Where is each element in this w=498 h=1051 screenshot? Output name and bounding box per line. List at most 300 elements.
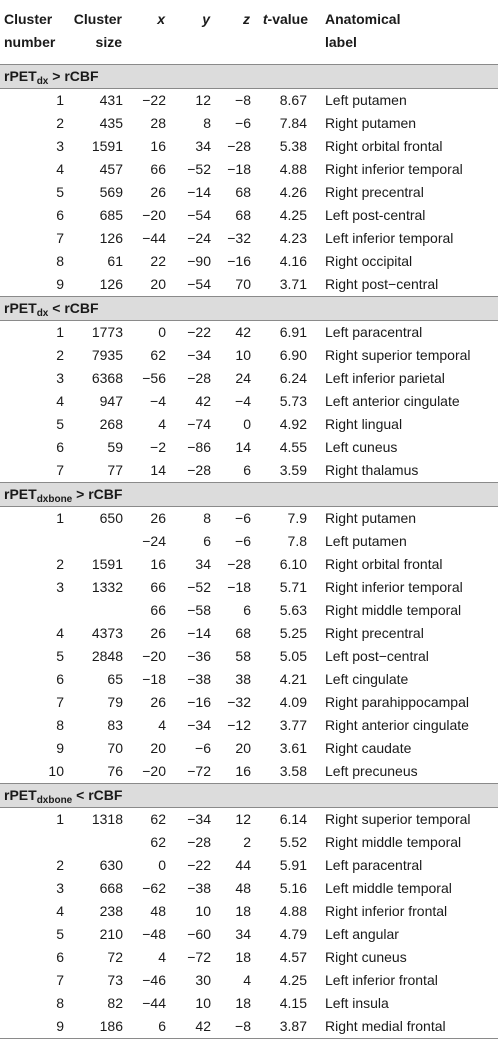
section-title-subscript: dx [36,75,49,87]
cluster-number-cell: 7 [56,461,64,478]
x-coord-cell: −44 [142,994,166,1011]
header-cluster-size: Cluster size [73,11,122,50]
cluster-number-cell: 1 [56,91,64,108]
table-row [0,1015,498,1039]
cluster-number-cell: 2 [56,555,64,572]
section-title-base: rPET [4,299,37,316]
cluster-size-cell: 947 [99,392,123,409]
anatomical-label-cell: Left paracentral [325,323,423,340]
cluster-number-cell: 3 [56,369,64,386]
cluster-size-cell: 268 [99,415,123,432]
section-title-base: rPET [4,485,37,502]
anatomical-label-cell: Right caudate [325,739,412,756]
z-coord-cell: 68 [235,183,251,200]
x-coord-cell: 62 [150,346,166,363]
t-value-cell: 8.67 [279,91,307,108]
t-value-cell: 3.71 [279,275,307,292]
anatomical-label-cell: Right putamen [325,509,417,526]
x-coord-cell: −44 [142,229,166,246]
table-row [0,250,498,273]
x-coord-cell: −48 [142,925,166,942]
x-coord-cell: 6 [158,1017,166,1034]
anatomical-label-cell: Left post−central [325,647,429,664]
table-row [0,992,498,1015]
t-value-cell: 4.88 [279,160,307,177]
z-coord-cell: 18 [235,902,251,919]
x-coord-cell: 66 [150,601,166,618]
x-coord-cell: 48 [150,902,166,919]
cluster-size-cell [64,599,123,622]
cluster-size-cell: 1332 [91,578,123,595]
header-z: z [243,11,250,27]
y-coord-cell: −52 [187,160,211,177]
table-row [0,645,498,668]
table-row [0,135,498,158]
cluster-size-cell: 126 [99,275,123,292]
table-body [0,64,498,1038]
cluster-size-cell: 650 [99,509,123,526]
x-coord-cell: 62 [150,833,166,850]
z-coord-cell: −28 [227,555,251,572]
cluster-number-cell: 1 [56,323,64,340]
cluster-size-cell: 73 [107,971,123,988]
t-value-cell: 5.52 [279,833,307,850]
y-coord-cell: −52 [187,578,211,595]
t-value-cell: 4.25 [279,206,307,223]
x-coord-cell: −22 [142,91,166,108]
y-coord-cell: −16 [187,693,211,710]
cluster-number-cell: 5 [56,925,64,942]
cluster-number-cell: 9 [56,1017,64,1034]
y-coord-cell: 8 [203,114,211,131]
x-coord-cell: 26 [150,509,166,526]
cluster-size-cell: 70 [107,739,123,756]
t-value-cell: 6.10 [279,555,307,572]
z-coord-cell: 58 [235,647,251,664]
anatomical-label-cell: Left inferior temporal [325,229,454,246]
t-value-cell: 4.92 [279,415,307,432]
cluster-size-cell: 685 [99,206,123,223]
x-coord-cell: 66 [150,160,166,177]
cluster-size-cell: 1318 [91,810,123,827]
x-coord-cell: 26 [150,183,166,200]
cluster-size-cell: 186 [99,1017,123,1034]
y-coord-cell: 12 [195,91,211,108]
table-row [0,344,498,367]
table-row [0,576,498,599]
cluster-number-cell: 7 [56,693,64,710]
y-coord-cell: 30 [195,971,211,988]
anatomical-label-cell: Left insula [325,994,389,1011]
anatomical-label-cell: Right lingual [325,415,403,432]
y-coord-cell: −36 [187,647,211,664]
z-coord-cell: −18 [227,578,251,595]
header-t-value: t-value [262,11,308,27]
anatomical-label-cell: Left post-central [325,206,426,223]
table-row [0,413,498,436]
cluster-number-cell: 2 [56,856,64,873]
cluster-size-cell: 238 [99,902,123,919]
y-coord-cell: −58 [187,601,211,618]
t-value-cell: 5.73 [279,392,307,409]
t-value-cell: 5.25 [279,624,307,641]
x-coord-cell: −56 [142,369,166,386]
y-coord-cell: 34 [195,555,211,572]
section-title-rest: < rCBF [72,786,123,803]
anatomical-label-cell: Left cuneus [325,438,398,455]
y-coord-cell: −72 [187,948,211,965]
table-row [0,877,498,900]
z-coord-cell: 48 [235,879,251,896]
t-value-cell: 5.91 [279,856,307,873]
section-title [0,64,498,88]
x-coord-cell: −4 [150,392,166,409]
anatomical-label-cell: Right medial frontal [325,1017,446,1034]
z-coord-cell: 18 [235,948,251,965]
table-row [0,831,498,854]
table-row [0,691,498,714]
cluster-number-cell: 4 [56,392,64,409]
table-row [0,900,498,923]
y-coord-cell: 10 [195,902,211,919]
y-coord-cell: −34 [187,716,211,733]
y-coord-cell: −22 [187,856,211,873]
y-coord-cell: 6 [203,532,211,549]
cluster-size-cell: 2848 [91,647,123,664]
table-row [0,459,498,483]
z-coord-cell: −12 [227,716,251,733]
z-coord-cell: −4 [235,392,251,409]
t-value-cell: 4.21 [279,670,307,687]
y-coord-cell: −72 [187,762,211,779]
section-title [0,482,498,506]
x-coord-cell: 0 [158,323,166,340]
t-value-cell: 5.63 [279,601,307,618]
section-title-rest: > rCBF [48,67,99,84]
z-coord-cell: 6 [243,461,251,478]
cluster-number-cell: 2 [56,346,64,363]
cluster-size-cell: 668 [99,879,123,896]
header-anatomical-label: Anatomical label [325,11,401,50]
table-header [0,0,498,64]
cluster-number-cell: 3 [56,879,64,896]
table-row [0,204,498,227]
z-coord-cell: 10 [235,346,251,363]
cluster-size-cell: 1591 [91,555,123,572]
anatomical-label-cell: Right putamen [325,114,417,131]
z-coord-cell: 6 [243,601,251,618]
y-coord-cell: −54 [187,275,211,292]
z-coord-cell: −32 [227,229,251,246]
cluster-size-cell: 83 [107,716,123,733]
y-coord-cell: −24 [187,229,211,246]
z-coord-cell: −6 [235,532,251,549]
t-value-cell: 4.57 [279,948,307,965]
t-value-cell: 4.79 [279,925,307,942]
anatomical-label-cell: Right occipital [325,252,413,269]
z-coord-cell: −28 [227,137,251,154]
anatomical-label-cell: Left anterior cingulate [325,392,460,409]
cluster-number-cell: 1 [56,509,64,526]
section-title-base: rPET [4,786,37,803]
z-coord-cell: −32 [227,693,251,710]
x-coord-cell: 4 [158,948,166,965]
header-cluster-number: Cluster number [4,11,56,50]
table-row [0,436,498,459]
cluster-number-cell: 5 [56,647,64,664]
table-row [0,714,498,737]
anatomical-label-cell: Left putamen [325,532,407,549]
table-row [0,553,498,576]
cluster-number-cell: 8 [56,716,64,733]
t-value-cell: 6.90 [279,346,307,363]
z-coord-cell: −18 [227,160,251,177]
cluster-number-cell: 10 [48,762,64,779]
section-header [0,296,498,320]
anatomical-label-cell: Right cuneus [325,948,407,965]
t-value-cell: 3.87 [279,1017,307,1034]
table-row [0,273,498,297]
cluster-size-cell: 79 [107,693,123,710]
anatomical-label-cell: Right middle temporal [325,601,462,618]
anatomical-label-cell: Right precentral [325,183,424,200]
anatomical-label-cell: Right inferior temporal [325,578,463,595]
table-row [0,969,498,992]
cluster-size-cell: 59 [107,438,123,455]
x-coord-cell: −46 [142,971,166,988]
t-value-cell: 4.26 [279,183,307,200]
t-value-cell: 4.25 [279,971,307,988]
cluster-number-cell: 5 [56,183,64,200]
anatomical-label-cell: Left angular [325,925,399,942]
z-coord-cell: −6 [235,509,251,526]
cluster-size-cell: 569 [99,183,123,200]
cluster-number-cell: 5 [56,415,64,432]
t-value-cell: 3.58 [279,762,307,779]
z-coord-cell: 68 [235,206,251,223]
cluster-size-cell [64,530,123,553]
anatomical-label-cell: Right superior temporal [325,346,471,363]
y-coord-cell: −38 [187,879,211,896]
table-bottom-rule [0,1038,498,1051]
table-row [0,622,498,645]
x-coord-cell: 0 [158,856,166,873]
cluster-number-cell: 8 [56,994,64,1011]
t-value-cell: 7.8 [287,532,307,549]
section-header [0,64,498,88]
cluster-number-cell: 6 [56,948,64,965]
anatomical-label-cell: Right orbital frontal [325,137,443,154]
z-coord-cell: 44 [235,856,251,873]
t-value-cell: 4.23 [279,229,307,246]
cluster-size-cell: 457 [99,160,123,177]
table-row [0,181,498,204]
x-coord-cell: 16 [150,137,166,154]
cluster-number-cell: 9 [56,739,64,756]
table-row [0,923,498,946]
y-coord-cell: 8 [203,509,211,526]
cluster-number-cell: 6 [56,438,64,455]
table-row [0,737,498,760]
anatomical-label-cell: Right superior temporal [325,810,471,827]
anatomical-label-cell: Right inferior temporal [325,160,463,177]
cluster-number-cell: 2 [56,114,64,131]
anatomical-label-cell: Left inferior parietal [325,369,445,386]
y-coord-cell: 10 [195,994,211,1011]
cluster-size-cell: 210 [99,925,123,942]
cluster-number-cell: 4 [56,160,64,177]
section-title-subscript: dxbone [36,794,73,806]
y-coord-cell: −6 [195,739,211,756]
x-coord-cell: −20 [142,647,166,664]
x-coord-cell: −24 [142,532,166,549]
x-coord-cell: −20 [142,762,166,779]
cluster-size-cell: 6368 [91,369,123,386]
anatomical-label-cell: Right parahippocampal [325,693,469,710]
table-row [0,807,498,831]
t-value-cell: 5.16 [279,879,307,896]
table-row [0,158,498,181]
t-value-cell: 4.55 [279,438,307,455]
z-coord-cell: 34 [235,925,251,942]
anatomical-label-cell: Right anterior cingulate [325,716,469,733]
cluster-number-cell: 6 [56,206,64,223]
section-header [0,482,498,506]
t-value-cell: 7.84 [279,114,307,131]
y-coord-cell: −28 [187,461,211,478]
cluster-number-cell: 7 [56,229,64,246]
t-value-cell: 6.91 [279,323,307,340]
anatomical-label-cell: Right precentral [325,624,424,641]
y-coord-cell: −74 [187,415,211,432]
cluster-number-cell: 1 [56,810,64,827]
cluster-size-cell: 76 [107,762,123,779]
y-coord-cell: −34 [187,346,211,363]
anatomical-label-cell: Left putamen [325,91,407,108]
y-coord-cell: −54 [187,206,211,223]
x-coord-cell: 20 [150,275,166,292]
section-title-rest: > rCBF [72,485,123,502]
cluster-size-cell: 126 [99,229,123,246]
y-coord-cell: −28 [187,833,211,850]
t-value-cell: 4.16 [279,252,307,269]
x-coord-cell: 22 [150,252,166,269]
cluster-size-cell [64,831,123,854]
cluster-size-cell: 4373 [91,624,123,641]
cluster-number-cell: 4 [56,624,64,641]
section-title-base: rPET [4,67,37,84]
cluster-number-cell: 9 [56,275,64,292]
section-title-rest: < rCBF [48,299,99,316]
cluster-number-cell: 7 [56,971,64,988]
table-row [0,506,498,530]
table-row [0,227,498,250]
header-x: x [157,11,165,27]
table-row [0,367,498,390]
z-coord-cell: 18 [235,994,251,1011]
table-row [0,854,498,877]
x-coord-cell: 20 [150,739,166,756]
x-coord-cell: 62 [150,810,166,827]
y-coord-cell: −90 [187,252,211,269]
x-coord-cell: 66 [150,578,166,595]
t-value-cell: 6.14 [279,810,307,827]
table-row [0,320,498,344]
t-value-cell: 3.61 [279,739,307,756]
header-y: y [202,11,210,27]
table-row [0,530,498,553]
cluster-size-cell: 1773 [91,323,123,340]
table-row [0,760,498,784]
cluster-size-cell: 431 [99,91,123,108]
x-coord-cell: 28 [150,114,166,131]
z-coord-cell: −8 [235,1017,251,1034]
y-coord-cell: −86 [187,438,211,455]
cluster-size-cell: 435 [99,114,123,131]
cluster-number-cell: 6 [56,670,64,687]
y-coord-cell: −14 [187,183,211,200]
z-coord-cell: 20 [235,739,251,756]
anatomical-label-cell: Left precuneus [325,762,418,779]
section-title-subscript: dxbone [36,493,73,505]
t-value-cell: 3.59 [279,461,307,478]
section-title-subscript: dx [36,307,49,319]
t-value-cell: 4.88 [279,902,307,919]
cluster-number-cell: 3 [56,137,64,154]
x-coord-cell: −20 [142,206,166,223]
y-coord-cell: 42 [195,1017,211,1034]
cluster-number-cell: 3 [56,578,64,595]
table-row [0,390,498,413]
x-coord-cell: 4 [158,415,166,432]
t-value-cell: 5.05 [279,647,307,664]
z-coord-cell: −8 [235,91,251,108]
x-coord-cell: 26 [150,693,166,710]
y-coord-cell: 42 [195,392,211,409]
t-value-cell: 6.24 [279,369,307,386]
z-coord-cell: 16 [235,762,251,779]
cluster-size-cell: 61 [107,252,123,269]
y-coord-cell: −60 [187,925,211,942]
t-value-cell: 4.09 [279,693,307,710]
cluster-size-cell: 7935 [91,346,123,363]
anatomical-label-cell: Right thalamus [325,461,419,478]
t-value-cell: 7.9 [287,509,307,526]
anatomical-label-cell: Left inferior frontal [325,971,438,988]
cluster-size-cell: 65 [107,670,123,687]
z-coord-cell: −16 [227,252,251,269]
anatomical-label-cell: Left middle temporal [325,879,452,896]
section-title [0,783,498,807]
cluster-size-cell: 630 [99,856,123,873]
table-row [0,88,498,112]
table-row [0,946,498,969]
x-coord-cell: −18 [142,670,166,687]
anatomical-label-cell: Right orbital frontal [325,555,443,572]
section-title [0,296,498,320]
z-coord-cell: 70 [235,275,251,292]
t-value-cell: 3.77 [279,716,307,733]
z-coord-cell: 68 [235,624,251,641]
anatomical-label-cell: Right post−central [325,275,439,292]
y-coord-cell: −22 [187,323,211,340]
x-coord-cell: 14 [150,461,166,478]
y-coord-cell: 34 [195,137,211,154]
x-coord-cell: 26 [150,624,166,641]
cluster-number-cell: 8 [56,252,64,269]
z-coord-cell: 38 [235,670,251,687]
table-row [0,668,498,691]
